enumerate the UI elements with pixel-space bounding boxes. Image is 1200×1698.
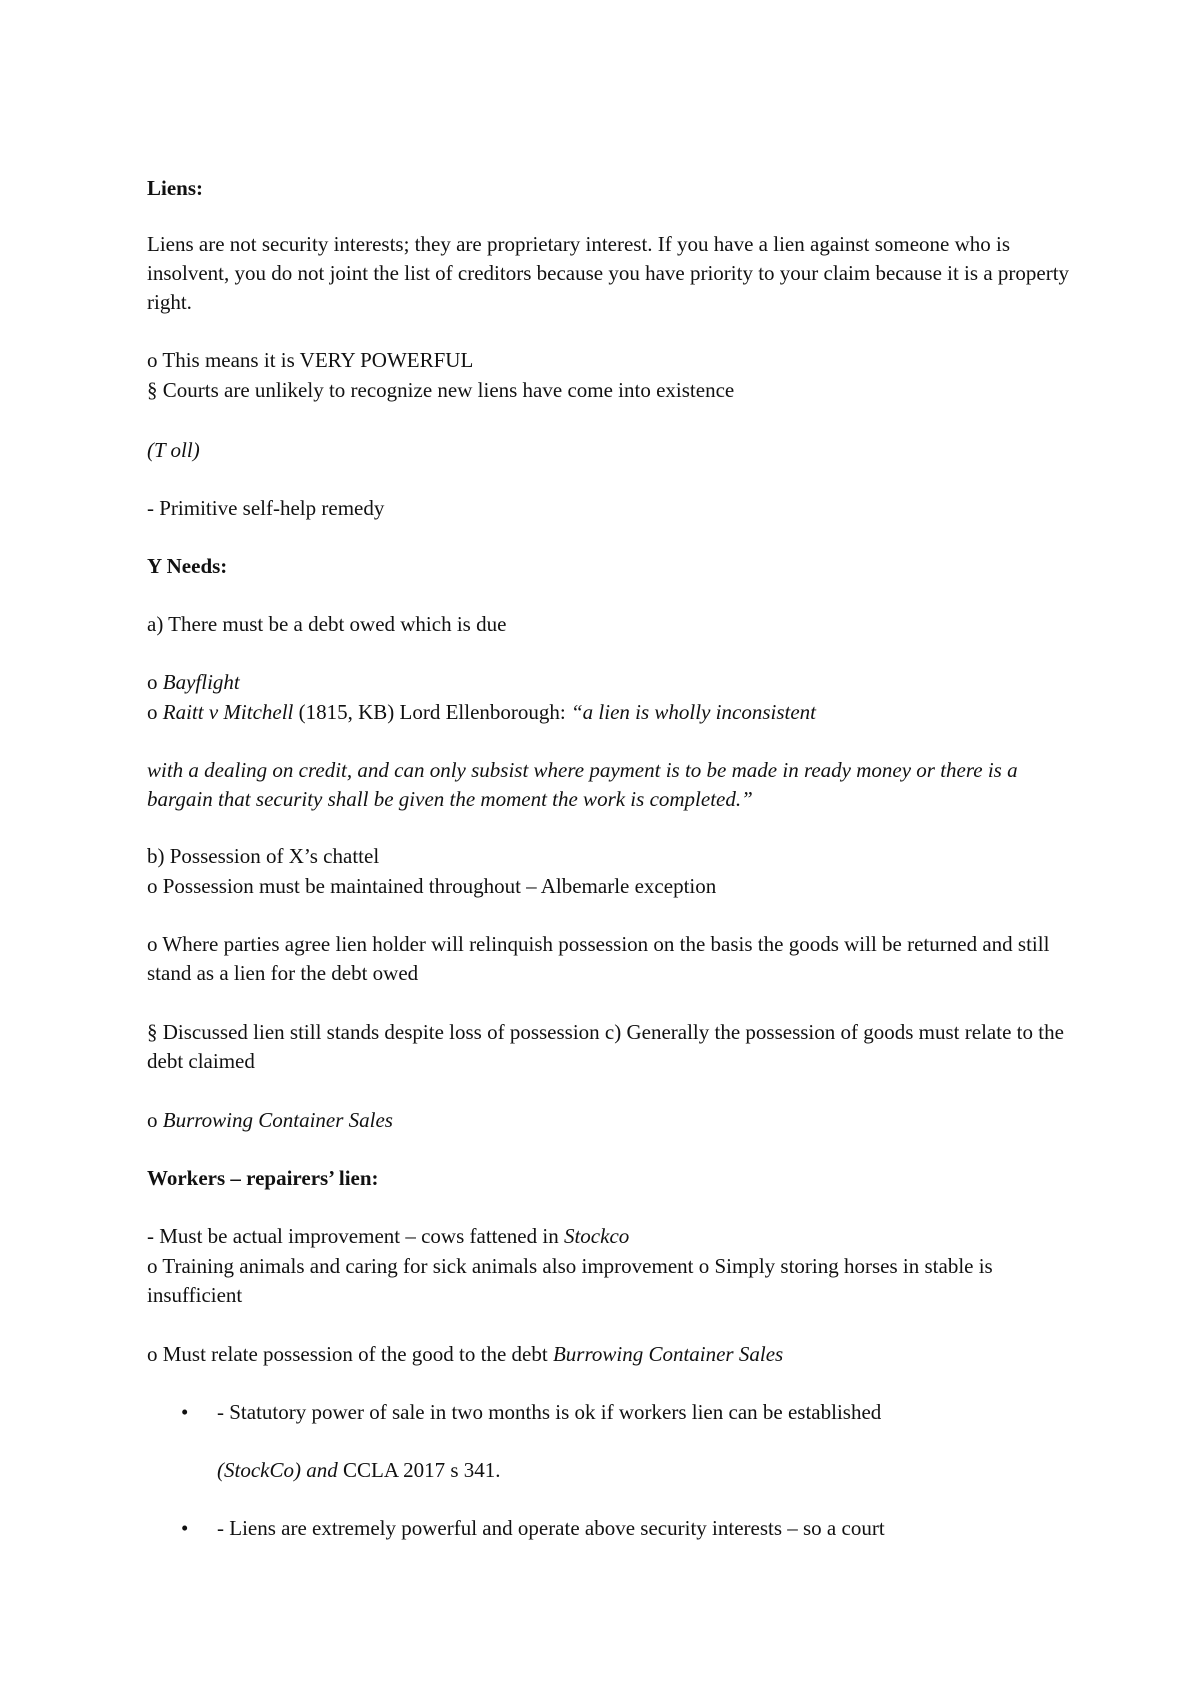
line-raitt-v-mitchell (147, 698, 1077, 727)
heading-workers-lien: Workers – repairers’ lien: (147, 1166, 379, 1190)
burrowing-marker: o (147, 1108, 163, 1132)
bullet-marker-1: • (181, 1400, 189, 1424)
paragraph-training-animals: o Training animals and caring for sick animals also improvement o Simply storing horses in stable is insufficient (147, 1254, 993, 1307)
line-burrowing (147, 1106, 1077, 1135)
line-relate-possession (147, 1340, 1077, 1369)
line-debt-owed: a) There must be a debt owed which is due (147, 612, 507, 636)
case-raitt-v-mitchell: Raitt v Mitchell (162, 700, 294, 724)
line-bayflight (147, 668, 1077, 697)
bullet-item-statutory-power-cont (217, 1456, 1077, 1485)
heading-liens: Liens: (147, 176, 204, 200)
raitt-citation: (1815, KB) Lord Ellenborough: (293, 700, 571, 724)
case-burrowing-container-sales-2: Burrowing Container Sales (552, 1342, 784, 1366)
paragraph-where-parties-agree: o Where parties agree lien holder will relinquish possession on the basis the goods will be returned and still stand as a lien for the debt owed (147, 932, 1050, 985)
line-toll: (T oll) (147, 438, 200, 462)
line-possession-chattel: b) Possession of X’s chattel (147, 844, 380, 868)
bullet-item-liens-powerful: - Liens are extremely powerful and operate above security interests – so a court (217, 1516, 885, 1540)
heading-needs: Y Needs: (147, 554, 228, 578)
line-courts-unlikely: § Courts are unlikely to recognize new liens have come into existence (147, 378, 735, 402)
actual-improvement-text: - Must be actual improvement – cows fattened in (147, 1224, 564, 1248)
paragraph-intro: Liens are not security interests; they are proprietary interest. If you have a lien against someone who is insolvent, you do not joint the list of creditors because you have priority to your claim because it is a property right. (147, 232, 1070, 314)
raitt-marker: o (147, 700, 163, 724)
line-possession-maintained: o Possession must be maintained throughout – Albemarle exception (147, 874, 717, 898)
line-primitive-remedy: - Primitive self-help remedy (147, 496, 385, 520)
case-stockco: Stockco (563, 1224, 630, 1248)
line-actual-improvement (147, 1222, 1077, 1251)
case-bayflight: Bayflight (162, 670, 240, 694)
raitt-quote-start: “a lien is wholly inconsistent (571, 700, 816, 724)
quote-continuation: with a dealing on credit, and can only subsist where payment is to be made in ready money or there is a bargain that security shall be given the moment the work is completed.” (147, 758, 1018, 811)
paragraph-discussed-lien: § Discussed lien still stands despite loss of possession c) Generally the possession of goods must relate to the debt claimed (147, 1020, 1064, 1073)
line-very-powerful: o This means it is VERY POWERFUL (147, 348, 474, 372)
case-burrowing-container-sales: Burrowing Container Sales (162, 1108, 393, 1132)
bullet-marker-2: • (181, 1516, 189, 1540)
case-stockco-ref: (StockCo) and (217, 1458, 338, 1482)
relate-possession-text: o Must relate possession of the good to the debt (147, 1342, 553, 1366)
ccla-ref: CCLA 2017 s 341. (337, 1458, 501, 1482)
bullet-item-statutory-power: - Statutory power of sale in two months is ok if workers lien can be established (217, 1400, 882, 1424)
bayflight-marker: o (147, 670, 163, 694)
